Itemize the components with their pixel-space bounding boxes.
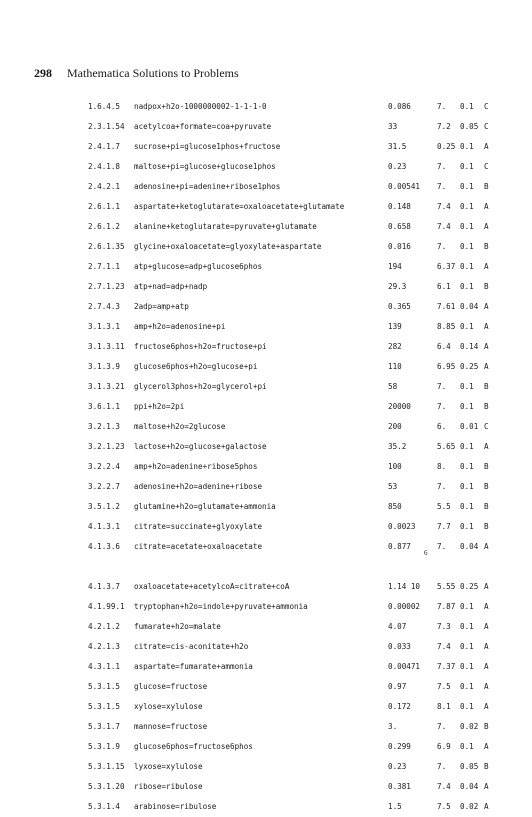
equilibrium-constant-cell: 282 [388,342,402,351]
ionic-strength-cell: 0.1 [460,702,474,711]
quality-grade-cell: C [484,422,489,431]
reaction-cell: ribose=ribulose [134,782,203,791]
table-row [0,577,532,597]
reaction-cell: atp+nad=adp+nadp [134,282,208,291]
table-row [0,317,532,337]
equilibrium-constant-cell: 139 [388,322,402,331]
ec-number-cell: 2.7.1.1 [88,262,121,271]
reaction-cell: atp+glucose=adp+glucose6phos [134,262,263,271]
ec-number-cell: 5.3.1.5 [88,682,121,691]
reaction-cell: glucose6phos=fructose6phos [134,742,253,751]
ionic-strength-cell: 0.1 [460,262,474,271]
equilibrium-constant-cell: 0.0023 [388,522,416,531]
ec-number-cell: 3.6.1.1 [88,402,121,411]
reaction-table [0,97,532,817]
equilibrium-constant-cell: 0.00541 [388,182,421,191]
ec-number-cell: 1.6.4.5 [88,102,121,111]
ph-cell: 7.87 [437,602,456,611]
ec-number-cell: 2.7.4.3 [88,302,121,311]
quality-grade-cell: A [484,802,489,811]
ionic-strength-cell: 0.1 [460,202,474,211]
ec-number-cell: 3.5.1.2 [88,502,121,511]
ionic-strength-cell: 0.1 [460,142,474,151]
ec-number-cell: 3.1.3.11 [88,342,125,351]
equilibrium-constant-cell: 200 [388,422,402,431]
equilibrium-constant-cell: 0.033 [388,642,411,651]
equilibrium-constant-cell: 33 [388,122,398,131]
table-row [0,717,532,737]
ionic-strength-cell: 0.1 [460,242,474,251]
ec-number-cell: 4.2.1.3 [88,642,121,651]
ionic-strength-cell: 0.05 [460,122,479,131]
ec-number-cell: 2.3.1.54 [88,122,125,131]
ionic-strength-cell: 0.05 [460,762,479,771]
reaction-cell: tryptophan+h2o=indole+pyruvate+ammonia [134,602,308,611]
ph-cell: 7.4 [437,222,451,231]
equilibrium-constant-cell: 58 [388,382,398,391]
reaction-cell: citrate=cis-aconitate+h2o [134,642,249,651]
ionic-strength-cell: 0.1 [460,602,474,611]
equilibrium-constant-cell: 1.5 [388,802,402,811]
reaction-cell: mannose=fructose [134,722,208,731]
ph-cell: 6.95 [437,362,456,371]
table-row [0,217,532,237]
ph-cell: 5.55 [437,582,456,591]
quality-grade-cell: A [484,682,489,691]
table-row [0,197,532,217]
ec-number-cell: 5.3.1.5 [88,702,121,711]
quality-grade-cell: A [484,702,489,711]
ph-cell: 7. [437,542,447,551]
quality-grade-cell: A [484,362,489,371]
ph-cell: 8.1 [437,702,451,711]
ph-cell: 7. [437,182,447,191]
quality-grade-cell: A [484,322,489,331]
ionic-strength-cell: 0.14 [460,342,479,351]
table-row [0,297,532,317]
equilibrium-constant-cell: 0.086 [388,102,411,111]
page-number: 298 [34,66,52,80]
ec-number-cell: 5.3.1.20 [88,782,125,791]
table-row [0,177,532,197]
reaction-cell: glucose=fructose [134,682,208,691]
quality-grade-cell: C [484,162,489,171]
reaction-cell: alanine+ketoglutarate=pyruvate+glutamate [134,222,317,231]
ionic-strength-cell: 0.1 [460,182,474,191]
ec-number-cell: 4.1.3.6 [88,542,121,551]
reaction-cell: glucose6phos+h2o=glucose+pi [134,362,258,371]
ionic-strength-cell: 0.1 [460,462,474,471]
ph-cell: 7.5 [437,802,451,811]
ionic-strength-cell: 0.1 [460,402,474,411]
ph-cell: 6. [437,422,447,431]
quality-grade-cell: B [484,402,489,411]
ph-cell: 7.61 [437,302,456,311]
ionic-strength-cell: 0.1 [460,662,474,671]
reaction-cell: ppi+h2o=2pi [134,402,185,411]
ec-number-cell: 2.7.1.23 [88,282,125,291]
equilibrium-constant-cell: 31.5 [388,142,407,151]
table-row [0,517,532,537]
reaction-cell: fumarate+h2o=malate [134,622,221,631]
equilibrium-constant-cell: 20000 [388,402,411,411]
ph-cell: 7.5 [437,682,451,691]
table-row [0,637,532,657]
table-row [0,137,532,157]
quality-grade-cell: A [484,342,489,351]
table-row [0,357,532,377]
table-row [0,117,532,137]
table-row [0,657,532,677]
ionic-strength-cell: 0.1 [460,282,474,291]
ionic-strength-cell: 0.04 [460,542,479,551]
ionic-strength-cell: 0.04 [460,302,479,311]
equilibrium-constant-cell: 0.00471 [388,662,421,671]
quality-grade-cell: B [484,242,489,251]
ionic-strength-cell: 0.1 [460,482,474,491]
ionic-strength-cell: 0.1 [460,382,474,391]
ionic-strength-cell: 0.02 [460,802,479,811]
equilibrium-constant-cell: 0.97 [388,682,407,691]
quality-grade-cell: A [484,602,489,611]
ec-number-cell: 2.4.1.8 [88,162,121,171]
reaction-cell: maltose+h2o=2glucose [134,422,226,431]
reaction-cell: aspartate+ketoglutarate=oxaloacetate+glutamate [134,202,345,211]
ph-cell: 7. [437,102,447,111]
reaction-cell: fructose6phos+h2o=fructose+pi [134,342,267,351]
ph-cell: 7. [437,482,447,491]
quality-grade-cell: B [484,522,489,531]
quality-grade-cell: A [484,262,489,271]
reaction-cell: 2adp=amp+atp [134,302,189,311]
quality-grade-cell: A [484,302,489,311]
table-row [0,157,532,177]
ionic-strength-cell: 0.1 [460,322,474,331]
ec-number-cell: 3.2.1.23 [88,442,125,451]
equilibrium-constant-cell: 194 [388,262,402,271]
equilibrium-constant-cell: 0.016 [388,242,411,251]
ph-cell: 7.3 [437,622,451,631]
ph-cell: 7. [437,242,447,251]
equilibrium-constant-cell: 0.00002 [388,602,421,611]
reaction-cell: glutamine+h2o=glutamate+ammonia [134,502,276,511]
ph-cell: 6.9 [437,742,451,751]
ec-number-cell: 5.3.1.15 [88,762,125,771]
ionic-strength-cell: 0.1 [460,522,474,531]
reaction-cell: glycine+oxaloacetate=glyoxylate+aspartate [134,242,322,251]
ph-cell: 7.7 [437,522,451,531]
ionic-strength-cell: 0.25 [460,362,479,371]
reaction-cell: glycerol3phos+h2o=glycerol+pi [134,382,267,391]
ph-cell: 7.37 [437,662,456,671]
ec-number-cell: 4.1.99.1 [88,602,125,611]
quality-grade-cell: A [484,622,489,631]
reaction-cell: adenosine+pi=adenine+ribose1phos [134,182,281,191]
equilibrium-constant-cell: 0.23 [388,762,407,771]
quality-grade-cell: A [484,222,489,231]
table-row [0,477,532,497]
reaction-cell: sucrose+pi=glucose1phos+fructose [134,142,281,151]
ph-cell: 7.2 [437,122,451,131]
quality-grade-cell: C [484,102,489,111]
ec-number-cell: 4.3.1.1 [88,662,121,671]
ec-number-cell: 5.3.1.4 [88,802,121,811]
reaction-cell: amp+h2o=adenine+ribose5phos [134,462,258,471]
ec-number-cell: 4.1.3.7 [88,582,121,591]
quality-grade-cell: A [484,202,489,211]
ec-number-cell: 2.4.2.1 [88,182,121,191]
equilibrium-constant-cell: 29.3 [388,282,407,291]
table-row [0,397,532,417]
table-row [0,277,532,297]
ec-number-cell: 4.2.1.2 [88,622,121,631]
quality-grade-cell: A [484,782,489,791]
ph-cell: 6.4 [437,342,451,351]
table-row [0,617,532,637]
equilibrium-constant-cell: 53 [388,482,398,491]
reaction-cell: amp+h2o=adenosine+pi [134,322,226,331]
ionic-strength-cell: 0.1 [460,222,474,231]
reaction-cell: adenosine+h2o=adenine+ribose [134,482,263,491]
ph-cell: 8. [437,462,447,471]
ionic-strength-cell: 0.25 [460,582,479,591]
reaction-cell: maltose+pi=glucose+glucose1phos [134,162,276,171]
table-row [0,257,532,277]
quality-grade-cell: A [484,642,489,651]
table-row [0,437,532,457]
quality-grade-cell: A [484,142,489,151]
ph-cell: 7. [437,382,447,391]
ph-cell: 7. [437,762,447,771]
equilibrium-constant-cell: 0.877 [388,542,411,551]
ec-number-cell: 3.2.2.7 [88,482,121,491]
ph-cell: 6.37 [437,262,456,271]
table-row [0,337,532,357]
equilibrium-constant-cell: 0.299 [388,742,411,751]
quality-grade-cell: B [484,502,489,511]
ionic-strength-cell: 0.04 [460,782,479,791]
quality-grade-cell: C [484,122,489,131]
ionic-strength-cell: 0.1 [460,682,474,691]
equilibrium-constant-cell: 850 [388,502,402,511]
quality-grade-cell: B [484,282,489,291]
equilibrium-constant-cell: 0.365 [388,302,411,311]
ph-cell: 7. [437,162,447,171]
reaction-cell: aspartate=fumarate+ammonia [134,662,253,671]
reaction-cell: nadpox+h2o-1000000002-1-1-1-0 [134,102,267,111]
equilibrium-constant-cell: 4.07 [388,622,407,631]
table-row [0,497,532,517]
ec-number-cell: 3.1.3.1 [88,322,121,331]
equilibrium-constant-cell: 0.381 [388,782,411,791]
quality-grade-cell: A [484,442,489,451]
ec-number-cell: 2.6.1.1 [88,202,121,211]
table-row [0,237,532,257]
ph-cell: 7.4 [437,202,451,211]
quality-grade-cell: A [484,662,489,671]
equilibrium-constant-cell: 35.2 [388,442,407,451]
table-row [0,597,532,617]
equilibrium-constant-cell: 100 [388,462,402,471]
table-row [0,797,532,817]
ph-cell: 6.1 [437,282,451,291]
ec-number-cell: 3.1.3.21 [88,382,125,391]
page-header [34,66,239,81]
ionic-strength-cell: 0.1 [460,502,474,511]
ionic-strength-cell: 0.1 [460,102,474,111]
ec-number-cell: 5.3.1.9 [88,742,121,751]
table-row [0,737,532,757]
table-row [0,677,532,697]
ph-cell: 5.5 [437,502,451,511]
quality-grade-cell: B [484,382,489,391]
book-title: Mathematica Solutions to Problems [67,66,239,80]
ph-cell: 8.85 [437,322,456,331]
ph-cell: 0.25 [437,142,456,151]
ionic-strength-cell: 0.1 [460,642,474,651]
quality-grade-cell: A [484,542,489,551]
ec-number-cell: 3.1.3.9 [88,362,121,371]
quality-grade-cell: B [484,182,489,191]
reaction-cell: arabinose=ribulose [134,802,217,811]
ec-number-cell: 5.3.1.7 [88,722,121,731]
table-row [0,417,532,437]
ec-number-cell: 3.2.2.4 [88,462,121,471]
ionic-strength-cell: 0.1 [460,622,474,631]
ionic-strength-cell: 0.1 [460,742,474,751]
ec-number-cell: 2.6.1.2 [88,222,121,231]
exponent-superscript: 6 [424,549,428,557]
ph-cell: 7.4 [437,642,451,651]
reaction-cell: citrate=acetate+oxaloacetate [134,542,263,551]
table-row [0,377,532,397]
reaction-cell: citrate=succinate+glyoxylate [134,522,263,531]
quality-grade-cell: B [484,722,489,731]
table-row [0,537,532,557]
reaction-cell: lyxose=xylulose [134,762,203,771]
ionic-strength-cell: 0.02 [460,722,479,731]
reaction-cell: lactose+h2o=glucose+galactose [134,442,267,451]
reaction-cell: oxaloacetate+acetylcoA=citrate+coA [134,582,290,591]
ionic-strength-cell: 0.1 [460,162,474,171]
ionic-strength-cell: 0.1 [460,442,474,451]
table-row [0,757,532,777]
ec-number-cell: 4.1.3.1 [88,522,121,531]
ec-number-cell: 2.4.1.7 [88,142,121,151]
ph-cell: 5.65 [437,442,456,451]
quality-grade-cell: B [484,762,489,771]
equilibrium-constant-cell: 0.23 [388,162,407,171]
reaction-cell: acetylcoa+formate=coa+pyruvate [134,122,272,131]
quality-grade-cell: B [484,462,489,471]
quality-grade-cell: A [484,742,489,751]
ionic-strength-cell: 0.01 [460,422,479,431]
ph-cell: 7.4 [437,782,451,791]
table-row [0,777,532,797]
equilibrium-constant-cell: 110 [388,362,402,371]
ph-cell: 7. [437,402,447,411]
quality-grade-cell: A [484,582,489,591]
reaction-cell: xylose=xylulose [134,702,203,711]
quality-grade-cell: B [484,482,489,491]
ph-cell: 7. [437,722,447,731]
table-row [0,697,532,717]
equilibrium-constant-cell: 0.148 [388,202,411,211]
table-row [0,457,532,477]
table-row [0,97,532,117]
ec-number-cell: 2.6.1.35 [88,242,125,251]
equilibrium-constant-cell: 3. [388,722,398,731]
ec-number-cell: 3.2.1.3 [88,422,121,431]
equilibrium-constant-cell: 1.14 10 [388,582,421,591]
equilibrium-constant-cell: 0.658 [388,222,411,231]
equilibrium-constant-cell: 0.172 [388,702,411,711]
